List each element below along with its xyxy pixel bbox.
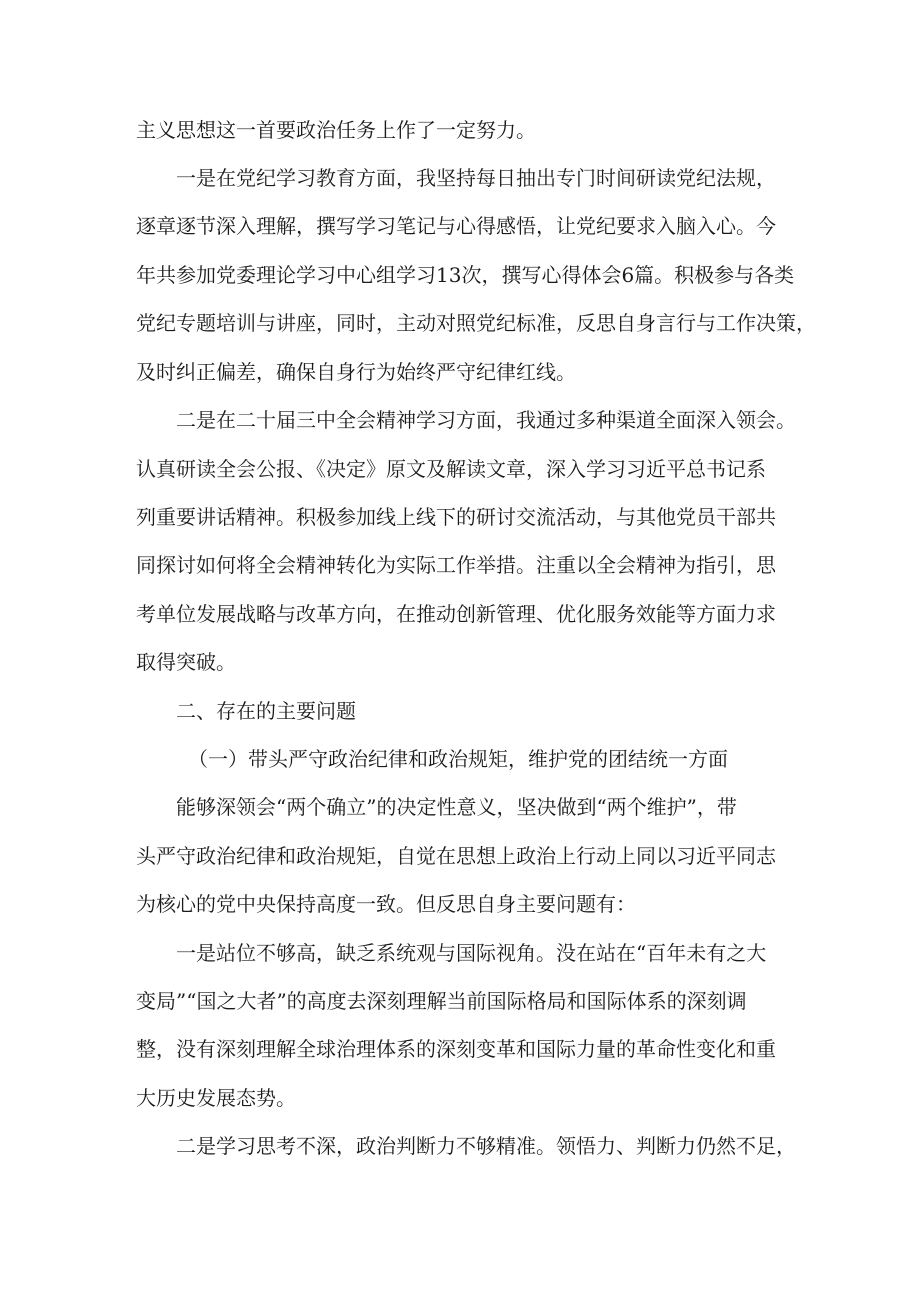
text-line: 党纪专题培训与讲座，同时，主动对照党纪标准，反思自身言行与工作决策， bbox=[136, 311, 816, 335]
text-line: 二是在二十届三中全会精神学习方面，我通过多种渠道全面深入领会。 bbox=[176, 408, 796, 432]
text-line: 主义思想这一首要政治任务上作了一定努力。 bbox=[136, 118, 536, 142]
text-line: 头严守政治纪律和政治规矩，自觉在思想上政治上行动上同以习近平同志 bbox=[136, 844, 776, 868]
text-line: 取得突破。 bbox=[136, 650, 236, 674]
text-line: 为核心的党中央保持高度一致。但反思自身主要问题有： bbox=[136, 892, 636, 916]
text-line: 二是学习思考不深，政治判断力不够精准。领悟力、判断力仍然不足， bbox=[176, 1134, 796, 1158]
text-line: 变局”“国之大者”的高度去深刻理解当前国际格局和国际体系的深刻调 bbox=[136, 989, 747, 1013]
text-line: 一是站位不够高，缺乏系统观与国际视角。没在站在“百年未有之大 bbox=[176, 941, 767, 965]
section-heading: 二、存在的主要问题 bbox=[176, 699, 356, 723]
text-line: 能够深领会“两个确立”的决定性意义，坚决做到“两个维护”，带 bbox=[176, 795, 737, 819]
text-line: 及时纠正偏差，确保自身行为始终严守纪律红线。 bbox=[136, 360, 576, 384]
text-line: 整，没有深刻理解全球治理体系的深刻变革和国际力量的革命性变化和重 bbox=[136, 1037, 776, 1061]
text-line: 年共参加党委理论学习中心组学习13次，撰写心得体会6篇。积极参与各类 bbox=[136, 263, 795, 287]
text-line: 大历史发展态势。 bbox=[136, 1086, 296, 1110]
text-line: 列重要讲话精神。积极参加线上线下的研讨交流活动，与其他党员干部共 bbox=[136, 505, 776, 529]
text-line: 考单位发展战略与改革方向，在推动创新管理、优化服务效能等方面力求 bbox=[136, 602, 776, 626]
text-line: 一是在党纪学习教育方面，我坚持每日抽出专门时间研读党纪法规， bbox=[176, 166, 776, 190]
subsection-heading: （一）带头严守政治纪律和政治规矩，维护党的团结统一方面 bbox=[188, 747, 728, 771]
text-line: 同探讨如何将全会精神转化为实际工作举措。注重以全会精神为指引，思 bbox=[136, 553, 776, 577]
text-line: 认真研读全会公报、《决定》原文及解读文章，深入学习习近平总书记系 bbox=[136, 457, 766, 481]
text-line: 逐章逐节深入理解，撰写学习笔记与心得感悟，让党纪要求入脑入心。今 bbox=[136, 214, 776, 238]
